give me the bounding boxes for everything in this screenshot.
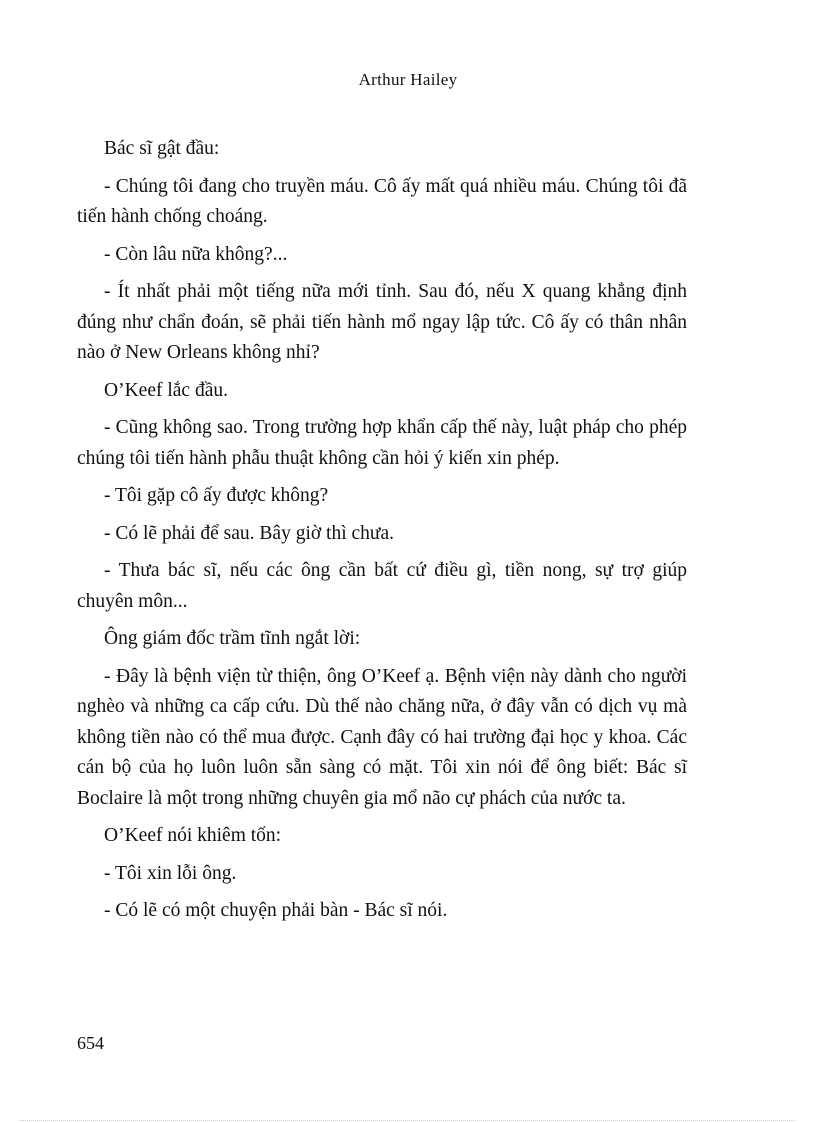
paragraph: - Tôi xin lỗi ông.	[104, 862, 237, 884]
paragraph: - Thưa bác sĩ, nếu các ông cần bất cứ điều gì, tiền nong, sự trợ giúp chuyên môn...	[77, 560, 687, 612]
paragraph: - Cũng không sao. Trong trường hợp khẩn cấp thế này, luật pháp cho phép chúng tôi tiến hành phẫu thuật không cần hỏi ý kiến xin phép.	[77, 417, 687, 469]
page-number: 654	[77, 1033, 104, 1053]
paragraph: Ông giám đốc trầm tĩnh ngắt lời:	[104, 628, 361, 649]
paragraph: - Ít nhất phải một tiếng nữa mới tỉnh. Sau đó, nếu X quang khẳng định đúng như chẩn đoán, sẽ phải tiến hành mổ ngay lập tức. Cô ấy có thân nhân nào ở New Orleans không nhỉ?	[77, 281, 687, 363]
paragraph: O’Keef lắc đầu.	[104, 379, 228, 401]
body-text	[77, 134, 687, 934]
paragraph: Bác sĩ gật đầu:	[104, 138, 220, 159]
paragraph: - Có lẽ có một chuyện phải bàn - Bác sĩ nói.	[104, 900, 448, 921]
page-bottom-divider	[20, 1120, 796, 1121]
paragraph: - Còn lâu nữa không?...	[104, 243, 288, 265]
running-header-author: Arthur Hailey	[358, 70, 458, 89]
paragraph: - Tôi gặp cô ấy được không?	[104, 485, 329, 506]
paragraph: - Có lẽ phải để sau. Bây giờ thì chưa.	[104, 522, 395, 544]
paragraph: - Đây là bệnh viện từ thiện, ông O’Keef ạ. Bệnh viện này dành cho người nghèo và những ca cấp cứu. Dù thế nào chăng nữa, ở đây vẫn có dịch vụ mà không tiền nào có thể mua được. Cạnh đây có hai trường đại học y khoa. Các cán bộ của họ luôn luôn sẵn sàng có mặt. Tôi xin nói để ông biết: Bác sĩ Boclaire là một trong những chuyên gia mổ não cự phách của nước ta.	[77, 665, 687, 809]
paragraph: O’Keef nói khiêm tốn:	[104, 825, 282, 846]
paragraph: - Chúng tôi đang cho truyền máu. Cô ấy mất quá nhiều máu. Chúng tôi đã tiến hành chống choáng.	[77, 175, 687, 227]
